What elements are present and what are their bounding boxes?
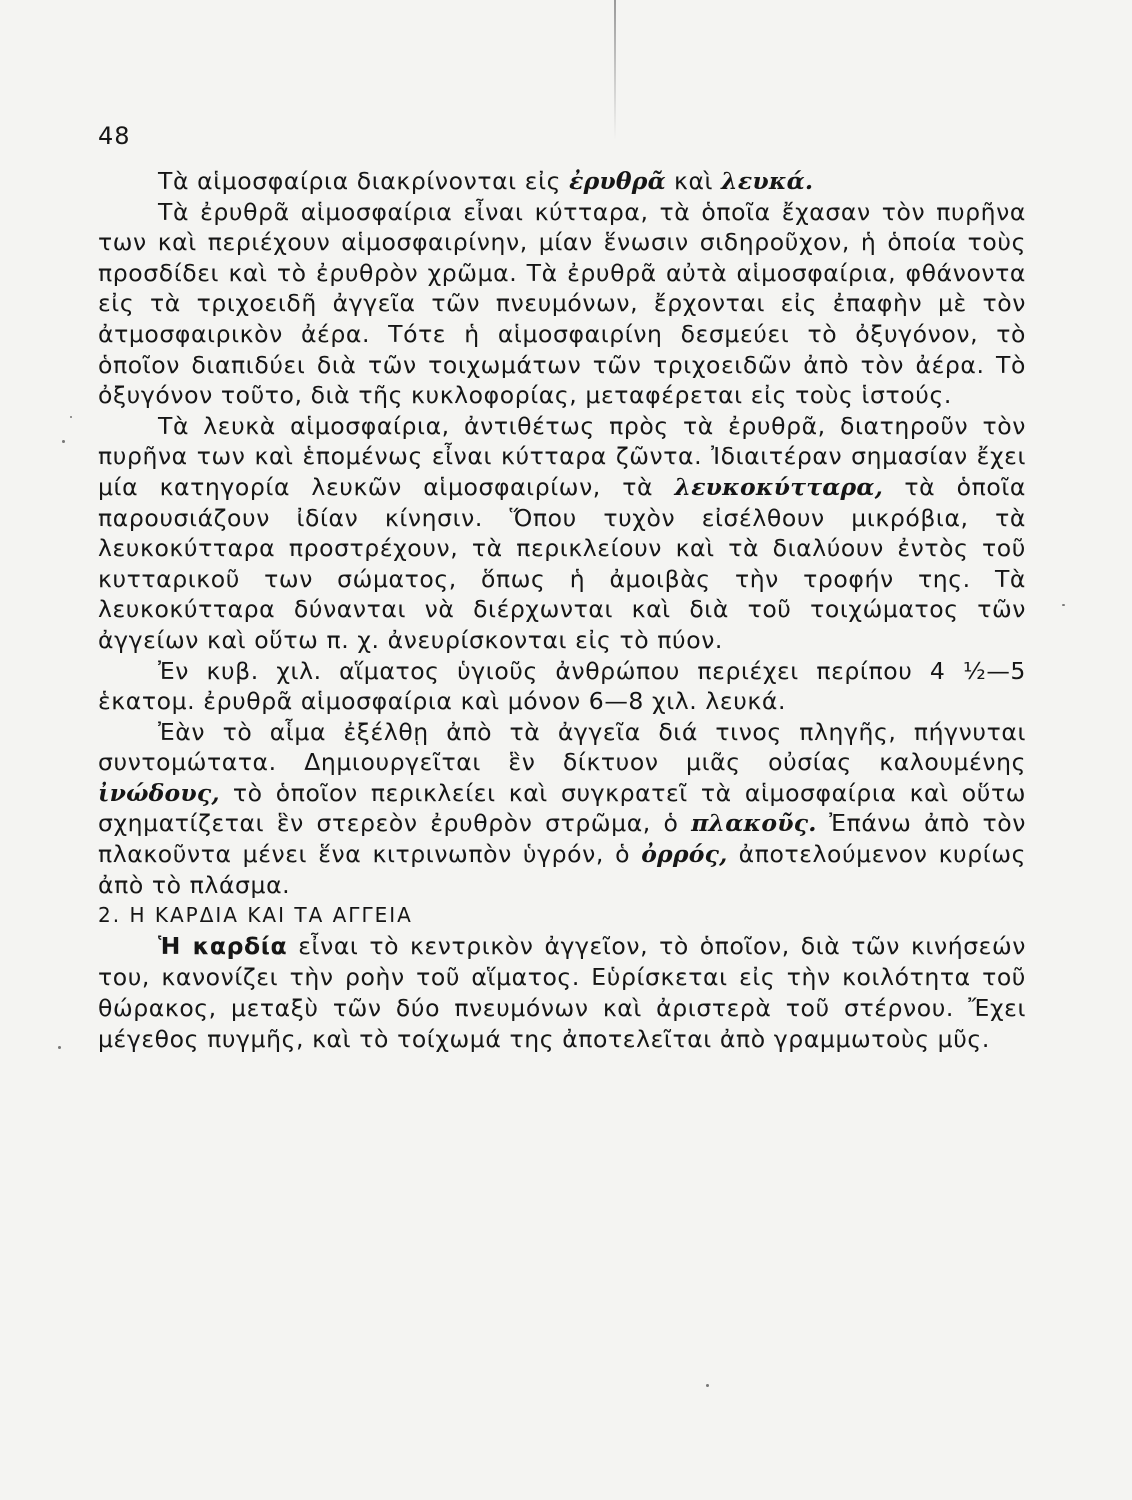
term-leukokyttara: λευκοκύτταρα,: [674, 472, 883, 501]
paragraph-1: Τὰ αἱμοσφαίρια διακρίνονται εἰς ἐρυθρᾶ καὶ λευκά.: [158, 167, 814, 195]
term-erythra: ἐρυθρᾶ: [569, 167, 666, 195]
scan-speck: [70, 416, 72, 418]
page-number: 48: [98, 122, 131, 150]
paragraph-4: Ἐν κυβ. χιλ. αἵματος ὑγιοῦς ἀνθρώπου περιέχει περίπου 4 ½—5 ἑκατομ. ἐρυθρᾶ αἱμοσφαίρια καὶ μόνον 6—8 χιλ. λευκά.: [98, 656, 1026, 716]
term-leuka: λευκά.: [721, 167, 814, 195]
scan-speck: [1062, 604, 1065, 606]
term-orros: ὀρρός,: [641, 840, 728, 869]
paragraph-3: Τὰ λευκὰ αἱμοσφαίρια, ἀντιθέτως πρὸς τὰ ἐρυθρᾶ, διατηροῦν τὸν πυρῆνα των καὶ ἑπομένως εἶναι κύτταρα ζῶντα. Ἰδιαιτέραν σημασίαν ἔχει μία κατηγορία λευκῶν αἱμοσφαιρίων, τὰ λευκοκύτταρα, τὰ ὁποῖα παρουσιάζουν ἰδίαν κίνησιν. Ὅπου τυχὸν εἰσέλθουν μικρόβια, τὰ λευκοκύτταρα προστρέχουν, τὰ περικλείουν καὶ τὰ διαλύουν ἐντὸς τοῦ κυτταρικοῦ των σώματος, ὅπως ἡ ἀμοιβὰς τὴν τροφήν της. Τὰ λευκοκύτταρα δύνανται νὰ διέρχωνται καὶ διὰ τοῦ τοιχώματος τῶν ἀγγείων καὶ οὕτω π. χ. ἀνευρίσκονται εἰς τὸ πύον.: [98, 411, 1026, 654]
page-crease: [614, 0, 616, 140]
section-2-body: [98, 931, 1026, 1055]
term-plakous: πλακοῦς.: [691, 809, 817, 838]
term-inodous: ἰνώδους,: [98, 778, 220, 807]
scan-speck: [58, 1046, 61, 1049]
page-body: [98, 166, 1026, 1055]
scan-speck: [706, 1384, 709, 1387]
paragraph-5: Ἐὰν τὸ αἷμα ἐξέλθῃ ἀπὸ τὰ ἀγγεῖα διά τινος πληγῆς, πήγνυται συντομώτατα. Δημιουργεῖται ἓν δίκτυον μιᾶς οὐσίας καλουμένης ἰνώδους, τὸ ὁποῖον περικλείει καὶ συγκρατεῖ τὰ αἱμοσφαίρια καὶ οὕτω σχηματίζεται ἓν στερεὸν ἐρυθρὸν στρῶμα, ὁ πλακοῦς. Ἐπάνω ἀπὸ τὸν πλακοῦντα μένει ἕνα κιτρινωπὸν ὑγρόν, ὁ ὀρρός, ἀποτελούμενον κυρίως ἀπὸ τὸ πλάσμα.: [98, 717, 1026, 899]
paragraph-2: Τὰ ἐρυθρᾶ αἱμοσφαίρια εἶναι κύτταρα, τὰ ὁποῖα ἔχασαν τὸν πυρῆνα των καὶ περιέχουν αἱμοσφαιρίνην, μίαν ἕνωσιν σιδηροῦχον, ἡ ὁποία τοὺς προσδίδει καὶ τὸ ἐρυθρὸν χρῶμα. Τὰ ἐρυθρᾶ αὐτὰ αἱμοσφαίρια, φθάνοντα εἰς τὰ τριχοειδῆ ἀγγεῖα τῶν πνευμόνων, ἔρχονται εἰς ἐπαφὴν μὲ τὸν ἀτμοσφαιρικὸν ἀέρα. Τότε ἡ αἱμοσφαιρίνη δεσμεύει τὸ ὀξυγόνον, τὸ ὁποῖον διαπιδύει διὰ τῶν τοιχωμάτων τῶν τριχοειδῶν ἀπὸ τὸν ἀέρα. Τὸ ὀξυγόνον τοῦτο, διὰ τῆς κυκλοφορίας, μεταφέρεται εἰς τοὺς ἱστούς.: [98, 197, 1026, 410]
scan-speck: [62, 440, 65, 443]
term-kardia: Ἡ καρδία: [158, 931, 288, 960]
paragraph-6: Ἡ καρδία εἶναι τὸ κεντρικὸν ἀγγεῖον, τὸ ὁποῖον, διὰ τῶν κινήσεών του, κανονίζει τὴν ροὴν τοῦ αἵματος. Εὑρίσκεται εἰς τὴν κοιλότητα τοῦ θώρακος, μεταξὺ τῶν δύο πνευμόνων καὶ ἀριστερὰ τοῦ στέρνου. Ἔχει μέγεθος πυγμῆς, καὶ τὸ τοίχωμά της ἀποτελεῖται ἀπὸ γραμμωτοὺς μῦς.: [98, 931, 1026, 1053]
section-heading: 2. Η ΚΑΡΔΙΑ ΚΑΙ ΤΑ ΑΓΓΕΙΑ: [98, 903, 413, 928]
